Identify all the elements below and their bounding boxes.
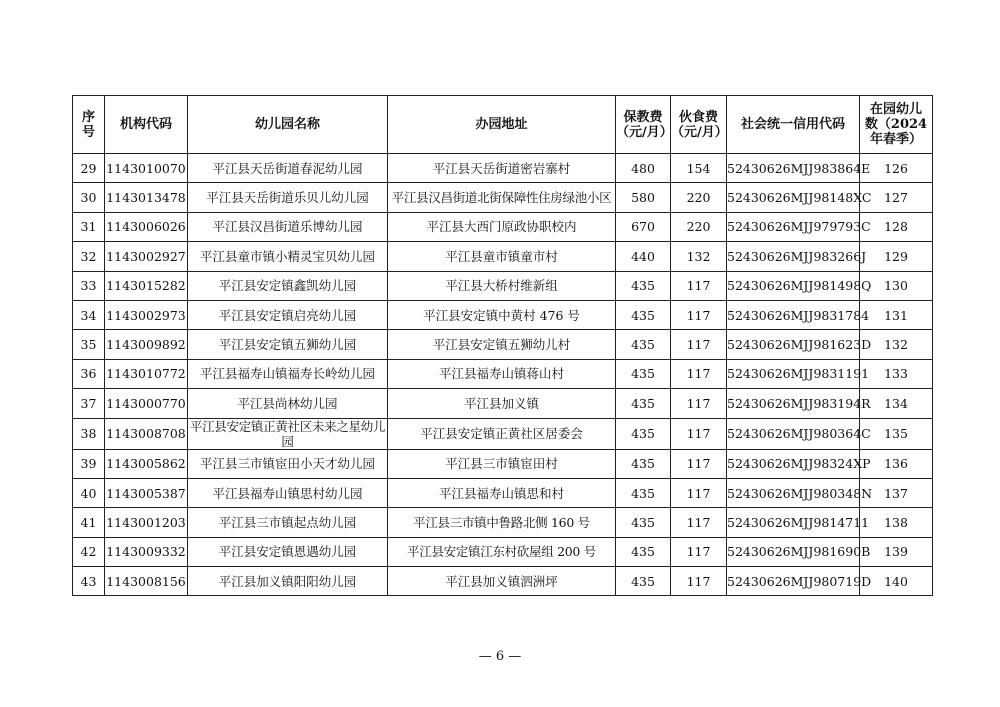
cell-tuition: 440 [616,242,671,271]
cell-org-code: 1143002973 [105,300,188,329]
cell-meal: 220 [671,212,727,241]
cell-meal: 117 [671,300,727,329]
cell-name: 平江县三市镇宦田小天才幼儿园 [188,449,388,478]
cell-credit-code: 52430626MJJ9831191 [727,359,860,388]
table-row [73,389,933,418]
cell-address: 平江县安定镇正黄社区居委会 [388,418,616,449]
cell-address: 平江县大桥村维新组 [388,271,616,300]
table-row [73,154,933,183]
cell-tuition: 435 [616,508,671,537]
cell-credit-code: 52430626MJJ9814711 [727,508,860,537]
cell-credit-code: 52430626MJJ980348N [727,478,860,507]
kindergarten-table [72,95,933,596]
cell-tuition: 435 [616,449,671,478]
header-credit-code: 社会统一信用代码 [727,96,860,154]
cell-children: 138 [860,508,933,537]
cell-org-code: 1143015282 [105,271,188,300]
table-row [73,449,933,478]
cell-seq: 33 [73,271,105,300]
cell-children: 140 [860,567,933,596]
cell-meal: 117 [671,271,727,300]
table-row [73,537,933,566]
cell-address: 平江县福寿山镇思和村 [388,478,616,507]
cell-credit-code: 52430626MJJ9831784 [727,300,860,329]
cell-credit-code: 52430626MJJ983194R [727,389,860,418]
cell-seq: 36 [73,359,105,388]
cell-seq: 39 [73,449,105,478]
cell-meal: 132 [671,242,727,271]
header-tuition: 保教费 （元/月） [616,96,671,154]
cell-address: 平江县三市镇中鲁路北侧 160 号 [388,508,616,537]
cell-meal: 117 [671,537,727,566]
header-children: 在园幼儿 数（2024 年春季） [860,96,933,154]
table-row [73,212,933,241]
cell-credit-code: 52430626MJJ981690B [727,537,860,566]
table-header-row [73,96,933,154]
cell-name: 平江县汉昌街道乐博幼儿园 [188,212,388,241]
cell-meal: 117 [671,418,727,449]
table-row [73,359,933,388]
cell-address: 平江县福寿山镇蒋山村 [388,359,616,388]
cell-seq: 35 [73,330,105,359]
header-name: 幼儿园名称 [188,96,388,154]
cell-name: 平江县福寿山镇福寿长岭幼儿园 [188,359,388,388]
cell-meal: 117 [671,508,727,537]
cell-seq: 30 [73,183,105,212]
cell-name: 平江县福寿山镇思村幼儿园 [188,478,388,507]
cell-meal: 117 [671,567,727,596]
cell-org-code: 1143000770 [105,389,188,418]
cell-name: 平江县天岳街道春泥幼儿园 [188,154,388,183]
cell-name: 平江县加义镇阳阳幼儿园 [188,567,388,596]
cell-credit-code: 52430626MJJ981498Q [727,271,860,300]
cell-name: 平江县三市镇起点幼儿园 [188,508,388,537]
cell-seq: 41 [73,508,105,537]
cell-address: 平江县安定镇江东村砍屋组 200 号 [388,537,616,566]
cell-tuition: 435 [616,567,671,596]
cell-address: 平江县安定镇五狮幼儿村 [388,330,616,359]
table-row [73,478,933,507]
cell-seq: 40 [73,478,105,507]
cell-credit-code: 52430626MJJ98324XP [727,449,860,478]
cell-address: 平江县加义镇泗洲坪 [388,567,616,596]
cell-name: 平江县童市镇小精灵宝贝幼儿园 [188,242,388,271]
cell-org-code: 1143001203 [105,508,188,537]
cell-org-code: 1143005387 [105,478,188,507]
cell-org-code: 1143008708 [105,418,188,449]
cell-credit-code: 52430626MJJ983266J [727,242,860,271]
cell-org-code: 1143010772 [105,359,188,388]
cell-children: 126 [860,154,933,183]
table-row [73,418,933,449]
cell-meal: 117 [671,389,727,418]
cell-children: 136 [860,449,933,478]
cell-meal: 117 [671,330,727,359]
cell-address: 平江县大西门原政协职校内 [388,212,616,241]
cell-address: 平江县汉昌街道北街保障性住房绿池小区 [388,183,616,212]
cell-children: 137 [860,478,933,507]
cell-org-code: 1143006026 [105,212,188,241]
cell-credit-code: 52430626MJJ983864E [727,154,860,183]
cell-tuition: 435 [616,418,671,449]
table-row [73,242,933,271]
cell-tuition: 435 [616,300,671,329]
cell-org-code: 1143002927 [105,242,188,271]
cell-name: 平江县安定镇恩遇幼儿园 [188,537,388,566]
page-number: — 6 — [478,649,522,664]
cell-credit-code: 52430626MJJ980364C [727,418,860,449]
cell-tuition: 435 [616,330,671,359]
cell-credit-code: 52430626MJJ979793C [727,212,860,241]
cell-tuition: 435 [616,359,671,388]
cell-tuition: 435 [616,478,671,507]
cell-org-code: 1143005862 [105,449,188,478]
cell-children: 127 [860,183,933,212]
cell-seq: 32 [73,242,105,271]
cell-meal: 117 [671,449,727,478]
cell-org-code: 1143009332 [105,537,188,566]
table-row [73,508,933,537]
table-row [73,183,933,212]
cell-org-code: 1143009892 [105,330,188,359]
table-row [73,271,933,300]
cell-children: 128 [860,212,933,241]
cell-meal: 117 [671,359,727,388]
cell-tuition: 435 [616,537,671,566]
cell-children: 132 [860,330,933,359]
cell-tuition: 670 [616,212,671,241]
cell-address: 平江县三市镇宦田村 [388,449,616,478]
cell-credit-code: 52430626MJJ981623D [727,330,860,359]
cell-meal: 117 [671,478,727,507]
cell-children: 135 [860,418,933,449]
cell-name: 平江县天岳街道乐贝儿幼儿园 [188,183,388,212]
table-row [73,300,933,329]
cell-credit-code: 52430626MJJ980719D [727,567,860,596]
cell-name: 平江县尚林幼儿园 [188,389,388,418]
header-meal: 伙食费 （元/月） [671,96,727,154]
header-seq: 序 号 [73,96,105,154]
table-row [73,567,933,596]
cell-name: 平江县安定镇启亮幼儿园 [188,300,388,329]
cell-address: 平江县童市镇童市村 [388,242,616,271]
table-body [73,154,933,596]
header-org-code: 机构代码 [105,96,188,154]
table-row [73,330,933,359]
cell-seq: 43 [73,567,105,596]
cell-children: 130 [860,271,933,300]
cell-name: 平江县安定镇五狮幼儿园 [188,330,388,359]
cell-tuition: 580 [616,183,671,212]
cell-address: 平江县加义镇 [388,389,616,418]
cell-credit-code: 52430626MJJ98148XC [727,183,860,212]
cell-children: 139 [860,537,933,566]
cell-seq: 31 [73,212,105,241]
cell-children: 133 [860,359,933,388]
cell-seq: 37 [73,389,105,418]
header-address: 办园地址 [388,96,616,154]
cell-tuition: 480 [616,154,671,183]
cell-org-code: 1143013478 [105,183,188,212]
cell-meal: 220 [671,183,727,212]
cell-address: 平江县天岳街道密岩寨村 [388,154,616,183]
cell-children: 131 [860,300,933,329]
cell-seq: 34 [73,300,105,329]
cell-address: 平江县安定镇中黄村 476 号 [388,300,616,329]
cell-org-code: 1143008156 [105,567,188,596]
cell-tuition: 435 [616,271,671,300]
cell-children: 129 [860,242,933,271]
cell-tuition: 435 [616,389,671,418]
cell-name: 平江县安定镇正黄社区未来之星幼儿园 [188,418,388,449]
cell-children: 134 [860,389,933,418]
cell-seq: 42 [73,537,105,566]
cell-name: 平江县安定镇鑫凯幼儿园 [188,271,388,300]
cell-meal: 154 [671,154,727,183]
cell-seq: 29 [73,154,105,183]
cell-org-code: 1143010070 [105,154,188,183]
cell-seq: 38 [73,418,105,449]
